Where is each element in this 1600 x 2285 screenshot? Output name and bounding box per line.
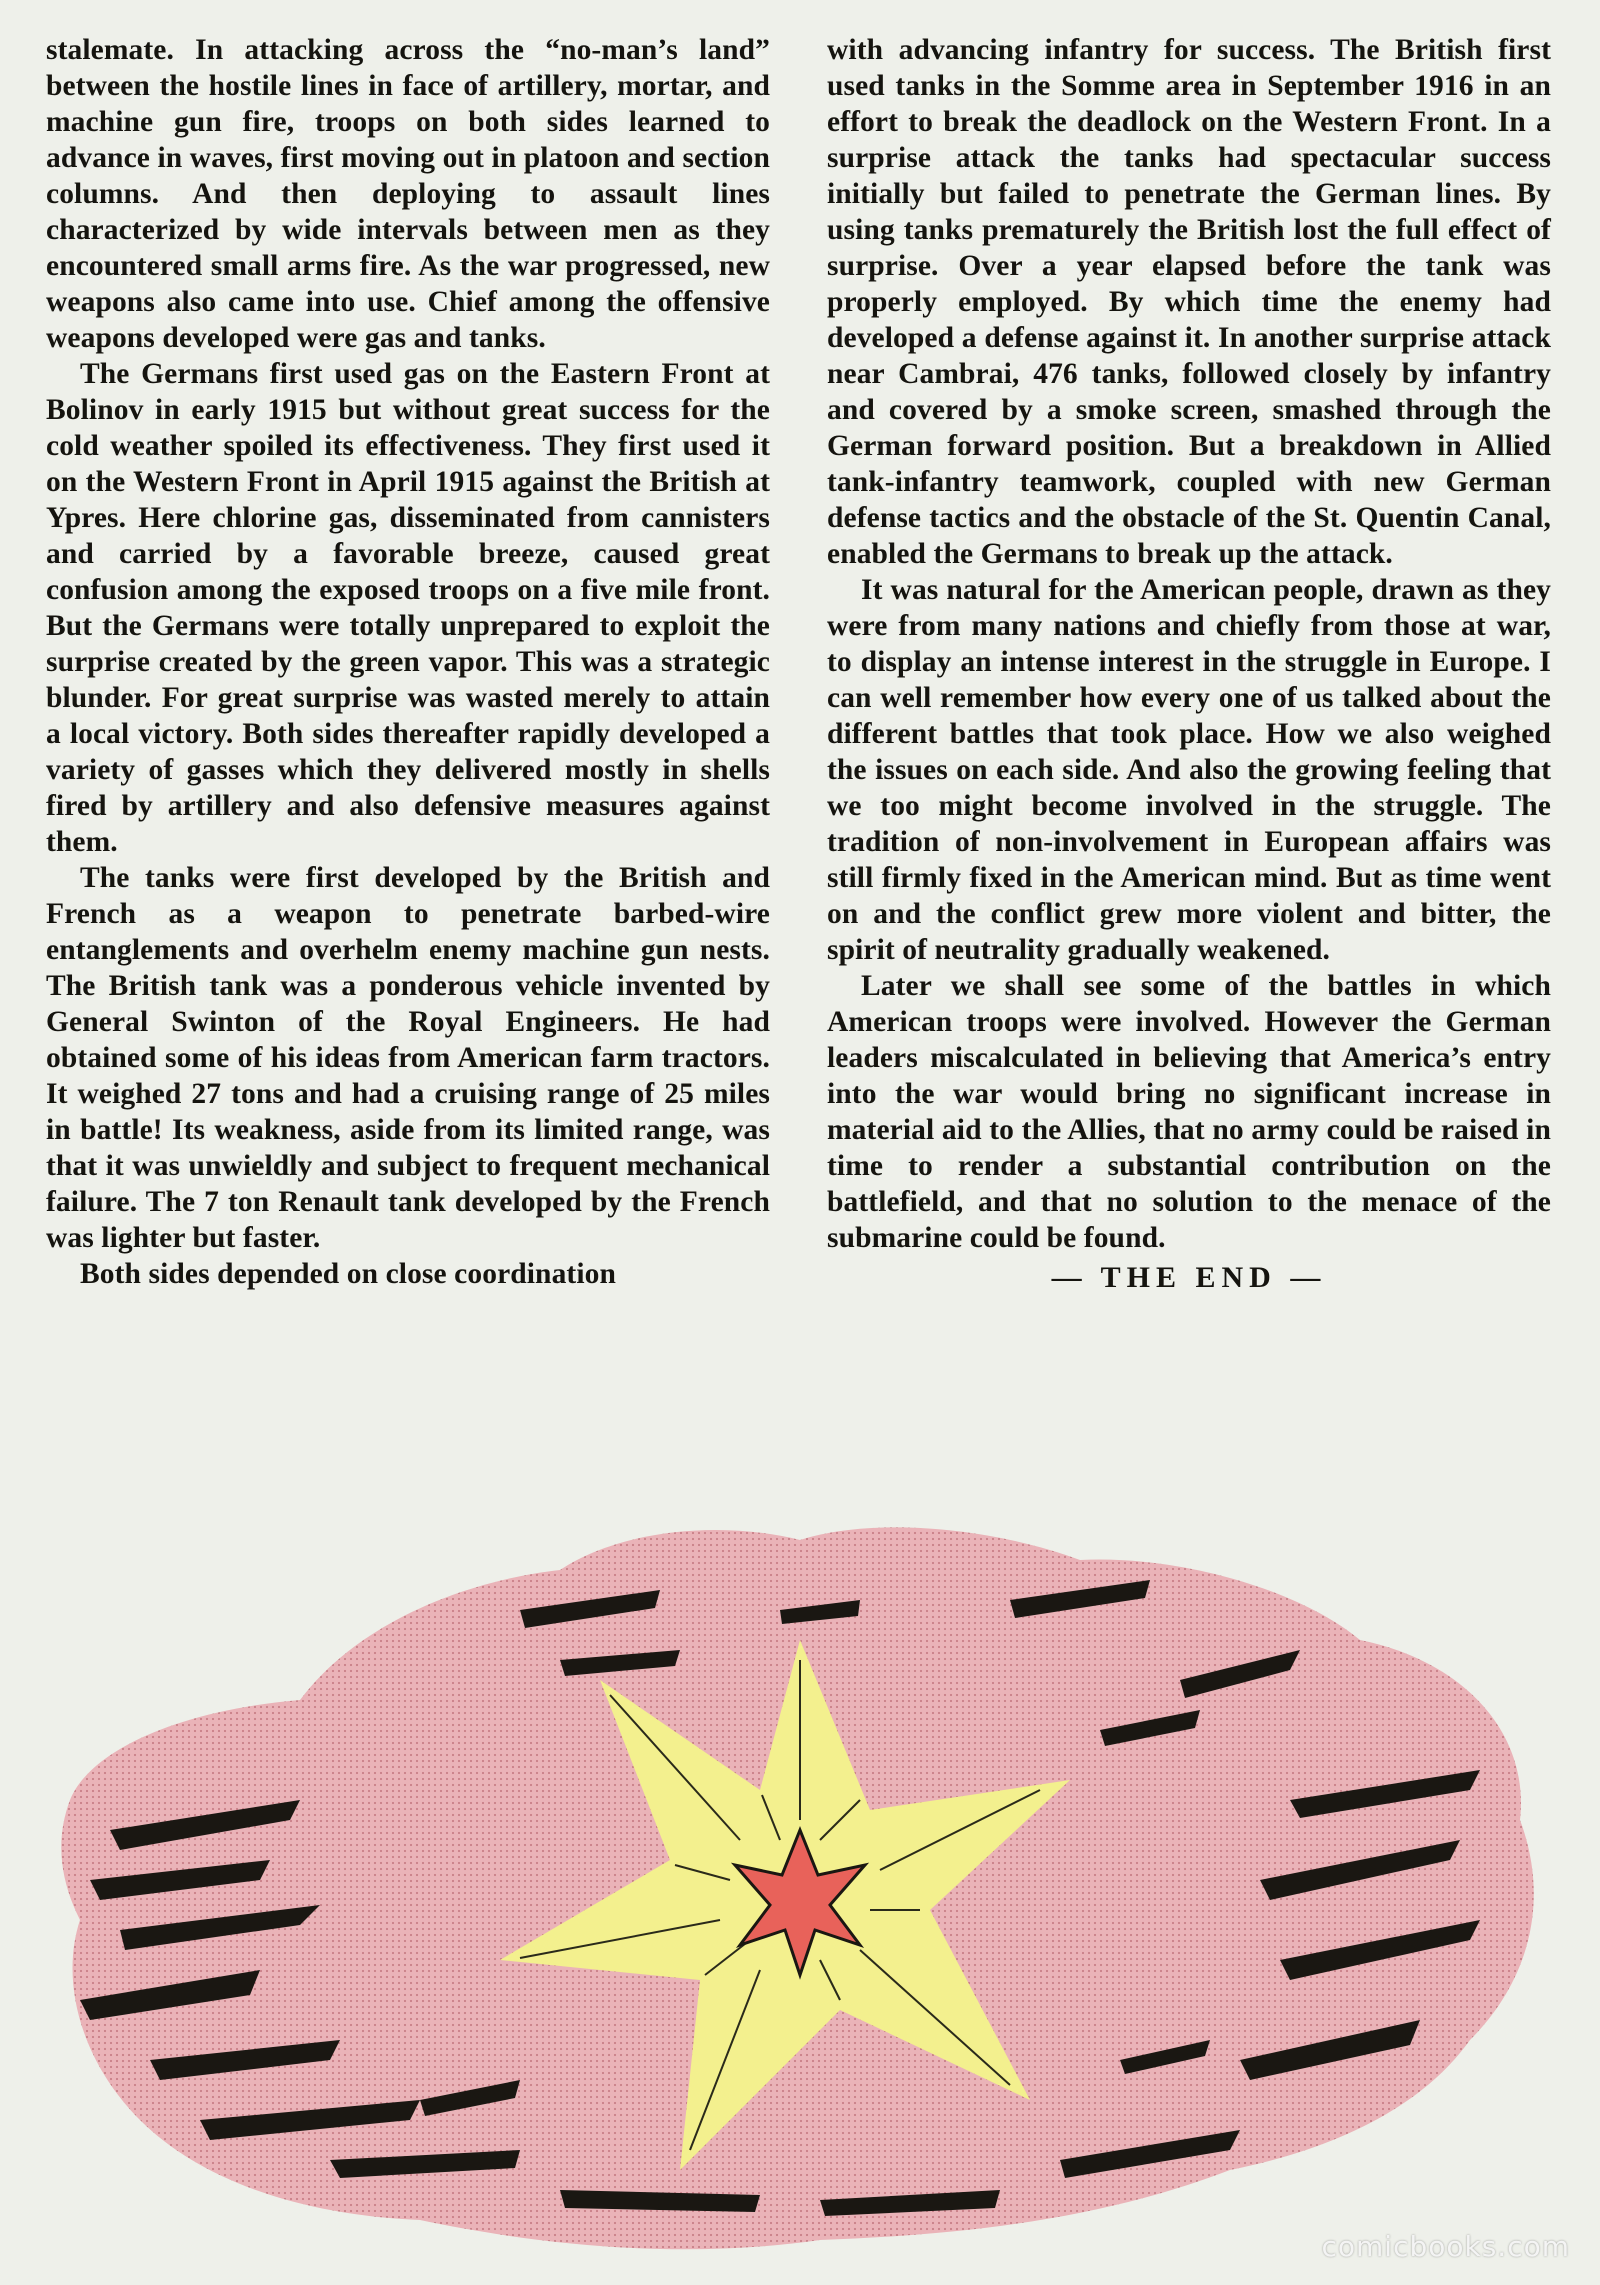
article-columns	[46, 32, 1551, 1512]
explosion-illustration	[0, 1500, 1600, 2285]
right-column	[827, 32, 1551, 1512]
paragraph: stalemate. In attacking across the “no-man’s land” between the hostile lines in face of artillery, mortar, and machine gun fire, troops on both sides learned to advance in waves, first moving out in platoon and section columns. And then deploying to assault lines characterized by wide intervals between men as they encountered small arms fire. As the war progressed, new weapons also came into use. Chief among the offensive weapons developed were gas and tanks.	[46, 34, 770, 354]
paragraph: Later we shall see some of the battles in which American troops were involved. However the German leaders miscalculated in believing that America’s entry into the war would bring no significant increase in material aid to the Allies, that no army could be raised in time to render a substantial contribution on the battlefield, and that no solution to the menace of the submarine could be found.	[827, 970, 1551, 1254]
paragraph: with advancing infantry for success. The British first used tanks in the Somme area in September 1916 in an effort to break the deadlock on the Western Front. In a surprise attack the tanks had spectacular success initially but failed to penetrate the German lines. By using tanks prematurely the British lost the full effect of surprise. Over a year elapsed before the tank was properly employed. By which time the enemy had developed a defense against it. In another surprise attack near Cambrai, 476 tanks, followed closely by infantry and covered by a smoke screen, smashed through the German forward position. But a breakdown in Allied tank-infantry teamwork, coupled with new German defense tactics and the obstacle of the St. Quentin Canal, enabled the Germans to break up the attack.	[827, 34, 1551, 570]
paragraph: The Germans first used gas on the Eastern Front at Bolinov in early 1915 but without great success for the cold weather spoiled its effectiveness. They first used it on the Western Front in April 1915 against the British at Ypres. Here chlorine gas, disseminated from cannisters and carried by a favorable breeze, caused great confusion among the exposed troops on a five mile front. But the Germans were totally unprepared to exploit the surprise created by the green vapor. This was a strategic blunder. For great surprise was wasted merely to attain a local victory. Both sides thereafter rapidly developed a variety of gasses which they delivered mostly in shells fired by artillery and also defensive measures against them.	[46, 358, 770, 858]
explosion-graphic	[0, 1500, 1600, 2285]
left-column	[46, 32, 770, 1512]
paragraph: Both sides depended on close coordination	[80, 1258, 616, 1290]
the-end-mark: — THE END —	[1051, 1261, 1327, 1294]
paragraph: The tanks were first developed by the British and French as a weapon to penetrate barbed-wire entanglements and overhelm enemy machine gun nests. The British tank was a ponderous vehicle invented by General Swinton of the Royal Engineers. He had obtained some of his ideas from American farm tractors. It weighed 27 tons and had a cruising range of 25 miles in battle! Its weakness, aside from its limited range, was that it was unwieldly and subject to frequent mechanical failure. The 7 ton Renault tank developed by the French was lighter but faster.	[46, 862, 770, 1254]
watermark: comicbooks.com	[1321, 2230, 1570, 2263]
paragraph: It was natural for the American people, drawn as they were from many nations and chiefly from those at war, to display an intense interest in the struggle in Europe. I can well remember how every one of us talked about the different battles that took place. How we also weighed the issues on each side. And also the growing feeling that we too might become involved in the struggle. The tradition of non-involvement in European affairs was still firmly fixed in the American mind. But as time went on and the conflict grew more violent and bitter, the spirit of neutrality gradually weakened.	[827, 574, 1551, 966]
